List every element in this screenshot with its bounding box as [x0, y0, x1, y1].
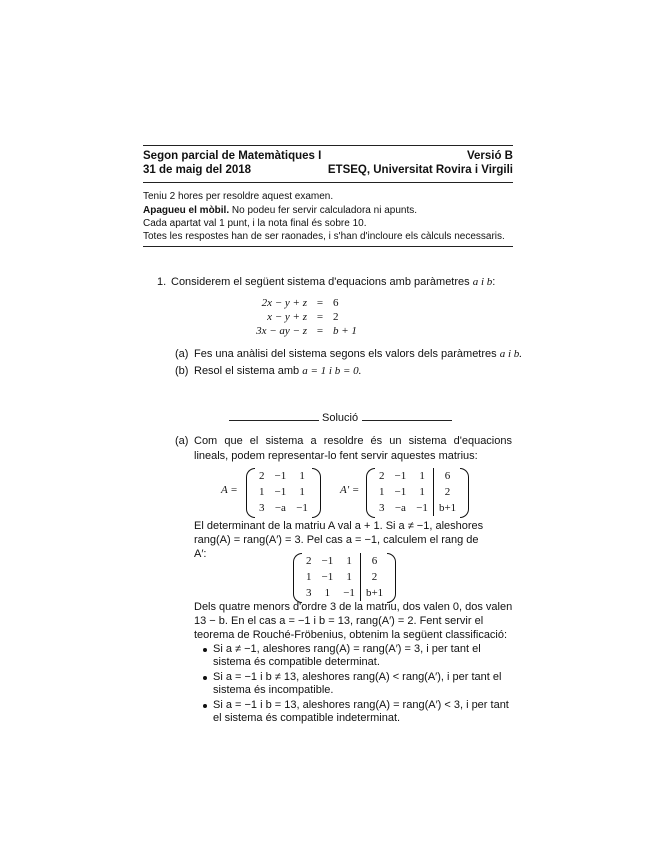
eq2-lhs: x − y + z — [267, 311, 307, 323]
matrix-case-left-paren — [293, 553, 302, 603]
matrix-Ap-case — [301, 553, 388, 601]
matrix-Ap-left-paren — [366, 468, 375, 518]
matrix-cell: 1 — [379, 486, 385, 498]
part-b-text: Resol el sistema amb — [194, 365, 300, 377]
problem-number: 1. — [157, 276, 167, 288]
matrix-cell: 2 — [433, 484, 461, 500]
eq2-rhs: 2 — [333, 311, 339, 323]
matrix-cell: b+1 — [360, 585, 388, 601]
matrix-Ap-right-paren — [460, 468, 469, 518]
bullet-1-line-1: Si a ≠ −1, aleshores rang(A) = rang(A′) = 3, i per tant el — [213, 643, 481, 655]
instruction-time: Teniu 2 hores per resoldre aquest examen. — [143, 191, 334, 202]
matrix-cell: b+1 — [433, 500, 461, 516]
matrix-cell: −a — [274, 502, 286, 514]
solution-a-intro: Com que el sistema a resoldre és un sistema d'equacions lineals, podem representar-lo fent servir aquestes matrius: — [194, 435, 512, 462]
instruction-phone — [143, 204, 417, 217]
matrix-row — [254, 468, 313, 484]
part-b-label: (b) — [175, 365, 189, 377]
part-a-label: (a) — [175, 348, 189, 360]
bullet-dot-1 — [203, 648, 207, 652]
matrix-cell: 1 — [299, 486, 305, 498]
part-a-statement — [194, 347, 522, 362]
minors-line-3: teorema de Rouché-Fröbenius, obtenim la següent classificació: — [194, 629, 508, 641]
matrix-A-left-paren — [246, 468, 255, 518]
matrix-cell: −1 — [321, 571, 334, 583]
matrix-A-right-paren — [312, 468, 321, 518]
determinant-line-1: El determinant de la matriu A val a + 1. Si a ≠ −1, aleshores — [194, 520, 484, 532]
instruction-phone-bold: Apagueu el mòbil. — [143, 205, 230, 216]
matrix-row — [374, 500, 461, 516]
exam-date: 31 de maig del 2018 — [143, 164, 252, 176]
instruction-reasoning: Totes les respostes han de ser raonades, i s'han d'incloure els càlculs necessaris. — [143, 231, 505, 242]
matrix-cell: 6 — [360, 553, 388, 569]
eq3-rhs: b + 1 — [333, 325, 357, 337]
header-mid-rule — [143, 182, 513, 183]
part-a-math: a i b. — [499, 348, 523, 360]
bullet-dot-2 — [203, 676, 207, 680]
matrix-row — [254, 484, 313, 500]
matrix-cell: 1 — [306, 571, 312, 583]
minors-line-1: Dels quatre menors d'ordre 3 de la matriu, dos valen 0, dos valen — [194, 601, 513, 613]
bullet-3-line-1: Si a = −1 i b = 13, aleshores rang(A) = rang(A′) < 3, i per tant — [213, 699, 509, 711]
matrix-A-label: A = — [221, 484, 238, 496]
matrix-cell: −1 — [321, 555, 334, 567]
part-b-math: a = 1 i b = 0. — [302, 365, 362, 377]
matrix-cell: 3 — [379, 502, 385, 514]
bullet-dot-3 — [203, 704, 207, 708]
matrix-case-right-paren — [387, 553, 396, 603]
matrix-cell: −a — [394, 502, 406, 514]
matrix-row — [301, 569, 388, 585]
matrix-cell: 6 — [433, 468, 461, 484]
determinant-line-2: rang(A) = rang(A′) = 3. Pel cas a = −1, calculem el rang de — [194, 534, 479, 546]
system-eq-1 — [227, 297, 393, 309]
matrix-cell: 1 — [346, 571, 352, 583]
matrix-cell: 1 — [324, 587, 331, 599]
exam-institution: ETSEQ, Universitat Rovira i Virgili — [327, 164, 513, 176]
problem-intro: Considerem el següent sistema d'equacions amb paràmetres a i b: — [171, 276, 496, 288]
matrix-cell: −1 — [394, 486, 407, 498]
matrix-cell: 2 — [379, 470, 385, 482]
matrix-cell: 2 — [360, 569, 388, 585]
matrix-row — [301, 553, 388, 569]
matrix-cell: −1 — [274, 486, 287, 498]
matrix-cell: −1 — [343, 587, 355, 599]
matrix-row — [374, 468, 461, 484]
matrix-cell: 1 — [419, 486, 425, 498]
matrix-cell: 1 — [419, 470, 425, 482]
matrix-Ap-label: A′ = — [340, 484, 360, 496]
eq1-lhs: 2x − y + z — [261, 297, 307, 309]
exam-version: Versió B — [466, 150, 513, 162]
matrix-cell: −1 — [394, 470, 407, 482]
problem-intro-text: Considerem el següent sistema d'equacions amb paràmetres — [171, 276, 470, 288]
matrix-cell: 2 — [306, 555, 312, 567]
matrix-cell: 3 — [306, 587, 312, 599]
matrix-cell: 1 — [346, 555, 352, 567]
matrix-cell: −1 — [416, 502, 428, 514]
system-eq-2 — [227, 311, 393, 323]
eq3-lhs: 3x − ay − z — [256, 325, 307, 337]
eq1-sign: = — [316, 297, 324, 309]
solution-heading: Solució — [322, 412, 359, 424]
matrix-cell: 3 — [259, 502, 265, 514]
instruction-grading: Cada apartat val 1 punt, i la nota final és sobre 10. — [143, 218, 367, 229]
header-top-rule — [143, 145, 513, 146]
matrix-row — [301, 585, 388, 601]
matrix-A — [254, 468, 313, 516]
part-b-statement — [194, 364, 361, 379]
system-eq-3 — [227, 325, 393, 337]
instruction-phone-rest: No podeu fer servir calculadora ni apunts. — [231, 205, 418, 216]
exam-title: Segon parcial de Matemàtiques I — [143, 150, 322, 162]
bullet-1-line-2: sistema és compatible determinat. — [213, 656, 380, 668]
matrix-cell: −1 — [274, 470, 287, 482]
determinant-line-3: A′: — [194, 548, 207, 560]
minors-line-2: 13 − b. En el cas a = −1 i b = 13, rang(A′) = 2. Fent servir el — [194, 615, 484, 627]
header-bottom-rule — [143, 246, 513, 247]
bullet-3-line-2: el sistema és compatible indeterminat. — [213, 712, 401, 724]
matrix-row — [254, 500, 313, 516]
matrix-row — [374, 484, 461, 500]
eq1-rhs: 6 — [333, 297, 339, 309]
matrix-Ap — [374, 468, 461, 516]
problem-params: a i b — [472, 276, 493, 288]
bullet-2-line-1: Si a = −1 i b ≠ 13, aleshores rang(A) < rang(A′), i per tant el — [213, 671, 502, 683]
solution-rule-left — [229, 420, 319, 421]
matrix-cell: 1 — [299, 470, 305, 482]
matrix-cell: −1 — [296, 502, 308, 514]
matrix-cell: 1 — [259, 486, 265, 498]
eq3-sign: = — [316, 325, 324, 337]
solution-a-label: (a) — [175, 435, 189, 447]
eq2-sign: = — [316, 311, 324, 323]
part-a-text: Fes una anàlisi del sistema segons els valors dels paràmetres — [194, 348, 497, 360]
solution-rule-right — [362, 420, 452, 421]
matrix-cell: 2 — [259, 470, 265, 482]
bullet-2-line-2: sistema és incompatible. — [213, 684, 334, 696]
